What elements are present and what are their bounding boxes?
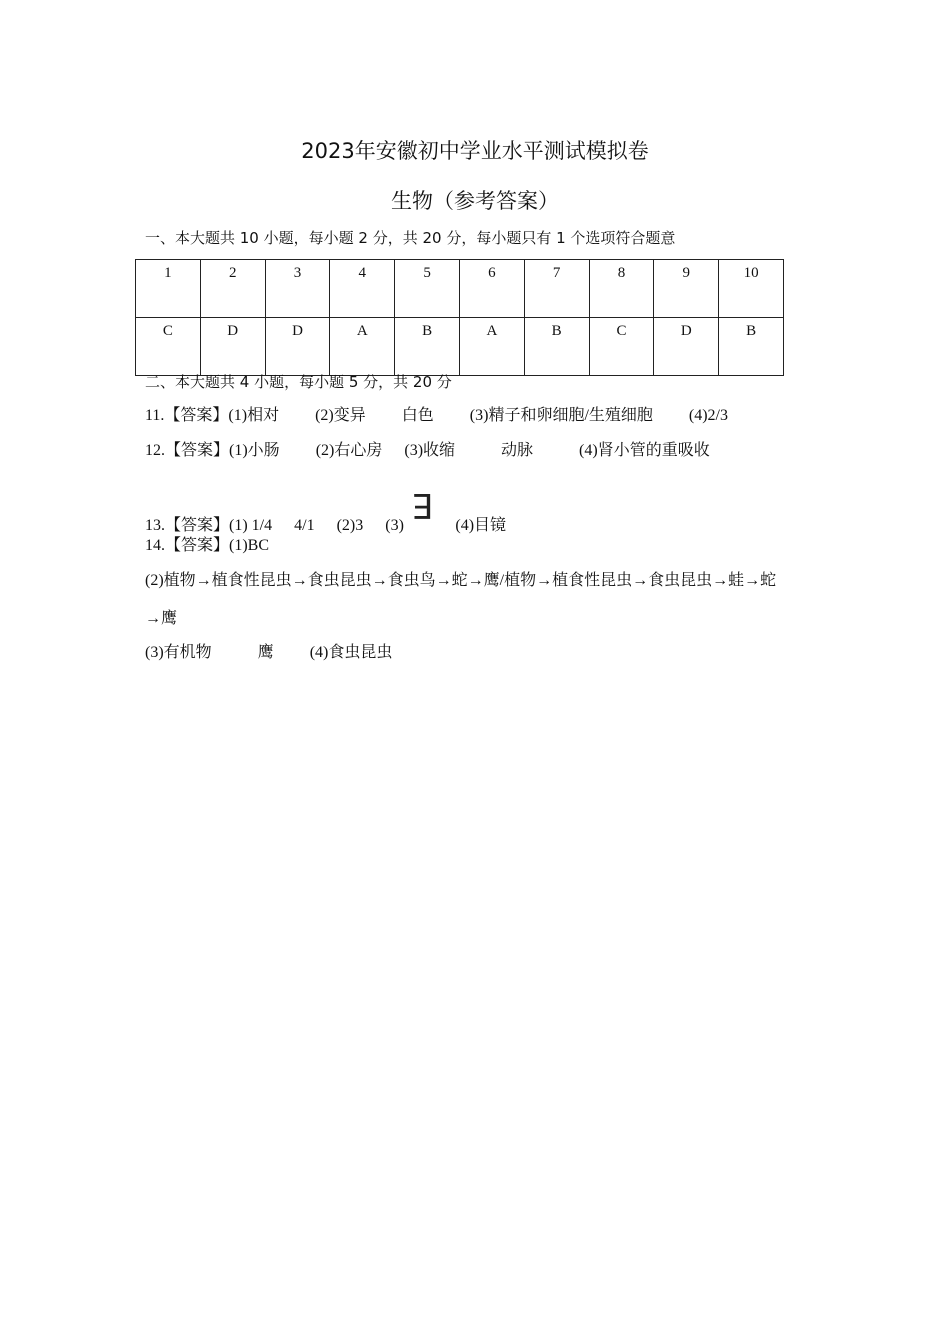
answer-part: (4)食虫昆虫 — [309, 644, 393, 661]
table-cell-number: 6 — [459, 260, 524, 318]
answer-part: 白色 — [401, 407, 434, 424]
table-cell-number: 5 — [395, 260, 460, 318]
question-label: 13.【答案】 — [145, 517, 230, 534]
answer-part: (2)3 — [336, 517, 364, 534]
answer-table-answer-row — [136, 318, 784, 376]
table-cell-number: 4 — [330, 260, 395, 318]
answer-part: (1)BC — [229, 537, 270, 554]
answer-part: (3)精子和卵细胞/生殖细胞 — [469, 407, 653, 424]
answer-part: (3)收缩 — [404, 442, 456, 459]
answer-14-parts-3-4 — [145, 642, 392, 664]
answer-part: (4)目镜 — [455, 517, 507, 534]
table-cell-answer: A — [459, 318, 524, 376]
question-label: 11.【答案】 — [145, 407, 229, 424]
answer-part: (2)变异 — [315, 407, 366, 424]
answer-14-food-chain-continued: →鹰 — [145, 610, 178, 627]
answer-part: 动脉 — [501, 442, 534, 459]
table-cell-answer: B — [395, 318, 460, 376]
table-cell-number: 8 — [589, 260, 654, 318]
table-cell-number: 1 — [136, 260, 201, 318]
table-cell-number: 10 — [719, 260, 784, 318]
table-cell-answer: D — [200, 318, 265, 376]
answer-14 — [145, 535, 269, 557]
page-title: 2023年安徽初中学业水平测试模拟卷 — [301, 139, 649, 163]
section1-heading: 一、本大题共 10 小题，每小题 2 分，共 20 分，每小题只有 1 个选项符合题意 — [145, 229, 676, 247]
table-cell-number: 9 — [654, 260, 719, 318]
answer-12 — [145, 440, 710, 462]
table-cell-answer: A — [330, 318, 395, 376]
answer-table-number-row — [136, 260, 784, 318]
table-cell-answer: C — [589, 318, 654, 376]
question-label: 14.【答案】 — [145, 537, 230, 554]
answer-11 — [145, 405, 728, 427]
table-cell-answer: B — [524, 318, 589, 376]
table-cell-answer: C — [136, 318, 201, 376]
table-cell-number: 3 — [265, 260, 330, 318]
table-cell-answer: D — [265, 318, 330, 376]
answer-part: (1)相对 — [228, 407, 280, 424]
answer-part: (3)有机物 — [145, 644, 212, 661]
answer-14-food-chain: (2)植物→植食性昆虫→食虫昆虫→食虫鸟→蛇→鹰/植物→植食性昆虫→食虫昆虫→蛙→蛇 — [145, 572, 777, 589]
answer-part: 鹰 — [257, 644, 274, 661]
question-label: 12.【答案】 — [145, 442, 230, 459]
answer-part: (4)2/3 — [688, 407, 728, 424]
answer-part: (2)右心房 — [315, 442, 383, 459]
answer-part: (1)小肠 — [229, 442, 280, 459]
section2-heading: 二、本大题共 4 小题，每小题 5 分，共 20 分 — [145, 373, 452, 391]
page-subtitle: 生物（参考答案） — [391, 189, 559, 213]
answer-part: 4/1 — [294, 517, 315, 534]
table-cell-number: 2 — [200, 260, 265, 318]
inverted-e-image: E — [411, 485, 434, 525]
table-cell-answer: D — [654, 318, 719, 376]
answer-part: (3) — [385, 517, 404, 534]
answer-13 — [145, 485, 507, 537]
answer-part: (4)肾小管的重吸收 — [579, 442, 710, 459]
table-cell-number: 7 — [524, 260, 589, 318]
answer-part: (1) 1/4 — [229, 517, 273, 534]
table-cell-answer: B — [719, 318, 784, 376]
answer-table — [135, 259, 784, 376]
